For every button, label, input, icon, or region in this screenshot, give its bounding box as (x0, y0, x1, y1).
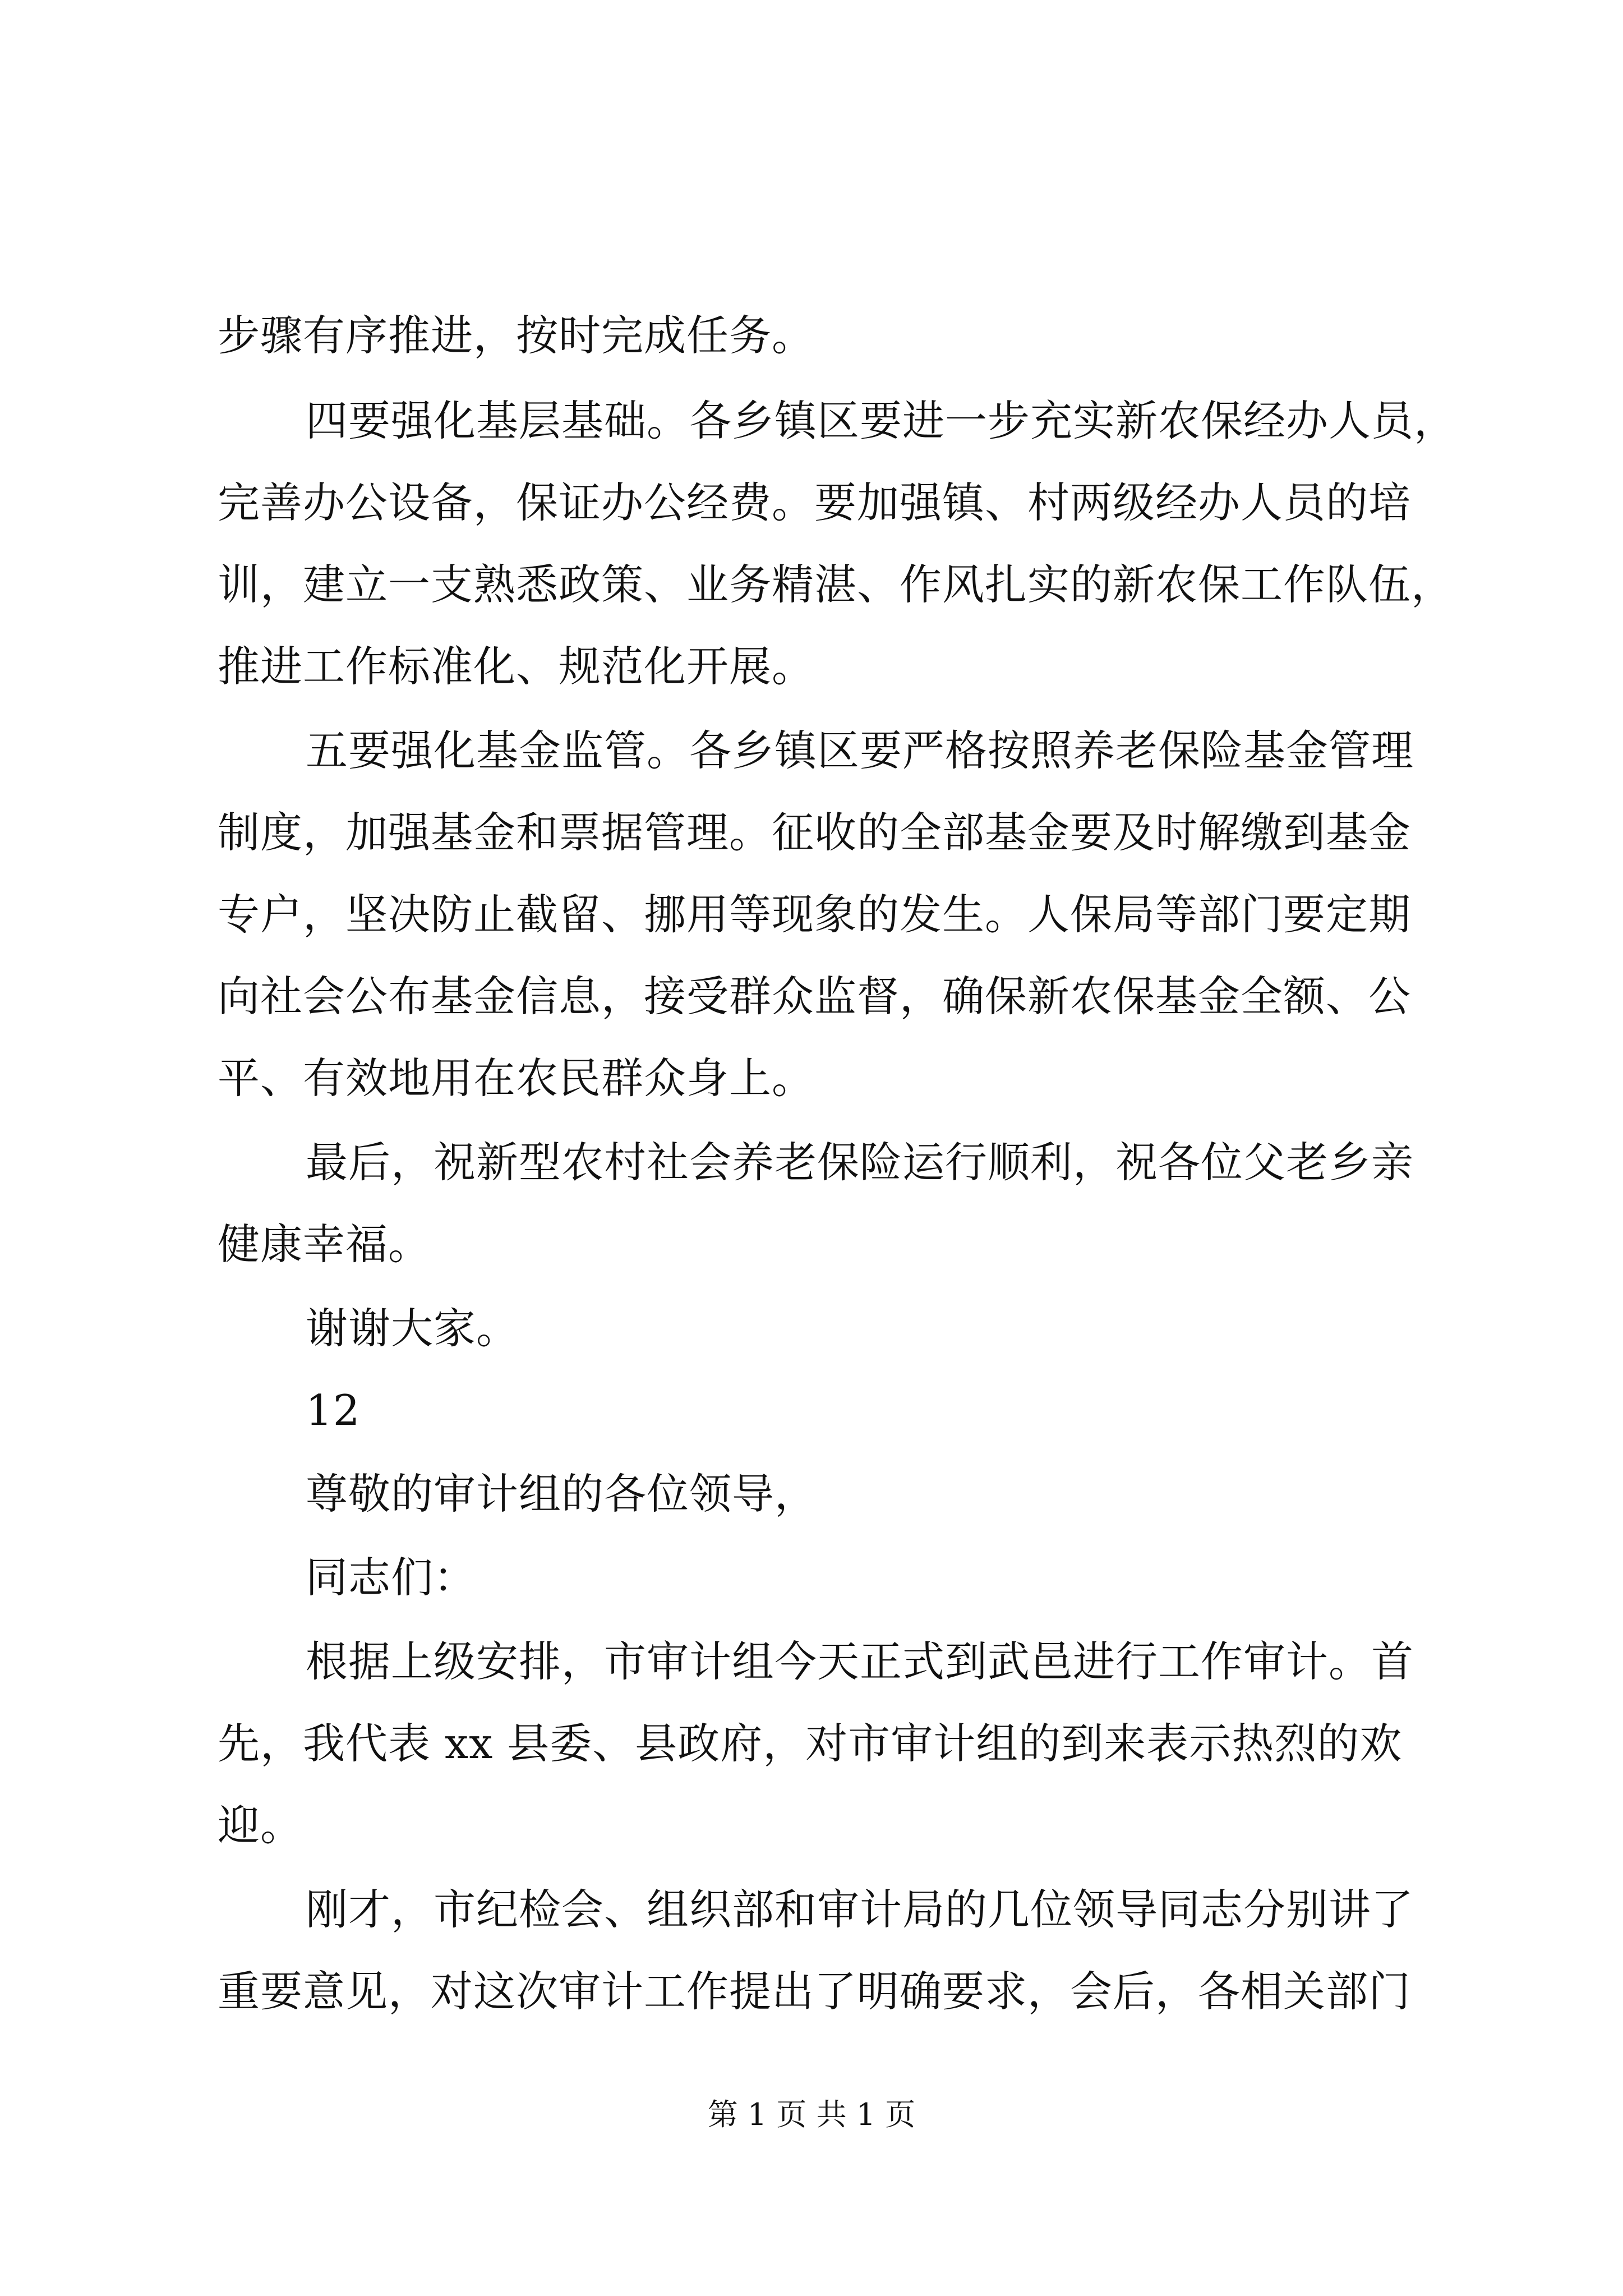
text-line: 健康幸福。 (218, 1220, 431, 1269)
text-line: 刚才，市纪检会、组织部和审计局的几位领导同志分别讲了 (306, 1885, 1414, 1934)
text-line: 根据上级安排，市审计组今天正式到武邑进行工作审计。首 (306, 1637, 1414, 1686)
text-line: 谢谢大家。 (306, 1304, 519, 1353)
text-line: 完善办公设备，保证办公经费。要加强镇、村两级经办人员的培 (218, 478, 1412, 527)
text-line: 12 (306, 1386, 361, 1435)
text-line: 迎。 (218, 1801, 303, 1850)
text-line: 平、有效地用在农民群众身上。 (218, 1053, 815, 1103)
text-line: 最后，祝新型农村社会养老保险运行顺利，祝各位父老乡亲 (306, 1138, 1414, 1187)
text-line: 专户，坚决防止截留、挪用等现象的发生。人保局等部门要定期 (218, 890, 1412, 939)
text-line: 先，我代表 xx 县委、县政府，对市审计组的到来表示热烈的欢 (218, 1719, 1403, 1768)
text-line: 四要强化基层基础。各乡镇区要进一步充实新农保经办人员， (306, 396, 1457, 445)
text-line: 尊敬的审计组的各位领导， (306, 1469, 818, 1519)
text-line: 重要意见，对这次审计工作提出了明确要求，会后，各相关部门 (218, 1967, 1412, 2016)
text-line: 训，建立一支熟悉政策、业务精湛、作风扎实的新农保工作队伍， (218, 560, 1454, 609)
text-line: 制度，加强基金和票据管理。征收的全部基金要及时解缴到基金 (218, 808, 1412, 857)
text-line: 五要强化基金监管。各乡镇区要严格按照养老保险基金管理 (306, 726, 1414, 775)
page-footer: 第 1 页 共 1 页 (707, 2097, 916, 2132)
text-line: 同志们： (306, 1553, 477, 1602)
text-line: 推进工作标准化、规范化开展。 (218, 642, 815, 691)
text-line: 步骤有序推进，按时完成任务。 (218, 311, 815, 360)
text-line: 向社会公布基金信息，接受群众监督，确保新农保基金全额、公 (218, 972, 1412, 1021)
